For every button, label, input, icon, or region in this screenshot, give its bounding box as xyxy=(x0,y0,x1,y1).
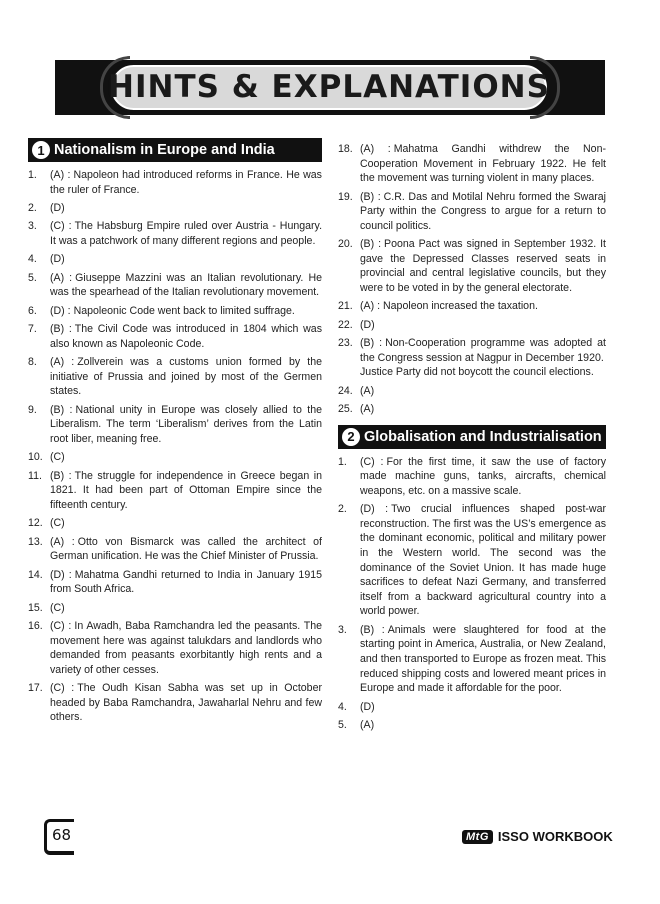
item-answer: (D) : xyxy=(360,503,389,516)
item-number: 5. xyxy=(338,718,347,731)
answer-item xyxy=(338,455,606,499)
item-body xyxy=(50,355,322,399)
item-number: 18. xyxy=(338,143,353,155)
item-explanation: Mahatma Gandhi withdrew the Non-Cooperation Movement in February 1922. He felt the movement was turning violent in many places. xyxy=(360,143,606,185)
item-number: 16. xyxy=(28,619,43,632)
item-number: 25. xyxy=(338,403,353,416)
item-body xyxy=(360,700,606,715)
item-number: 15. xyxy=(28,601,43,614)
item-body xyxy=(360,142,606,186)
section-title: Globalisation and Industrialisation xyxy=(364,428,602,445)
answer-item xyxy=(28,219,322,248)
item-number: 3. xyxy=(28,220,37,233)
item-answer: (C) : xyxy=(50,220,72,233)
item-explanation: Giuseppe Mazzini was an Italian revolutionary. He was the spearhead of the Italian revolutionary movement. xyxy=(50,271,322,299)
answer-item xyxy=(28,168,322,197)
item-body xyxy=(50,201,322,216)
item-body xyxy=(50,450,322,465)
item-body xyxy=(50,619,322,677)
item-body xyxy=(50,568,322,597)
answer-item xyxy=(28,469,322,513)
item-body xyxy=(50,322,322,351)
item-explanation: Napoleon increased the taxation. xyxy=(383,300,538,313)
item-explanation: Animals were slaughtered for food at the starting point in America, Australia, or New Zealand, and then transported to Europe as frozen meat. This reduced shipping costs and lowered meant prices in Europe and made it affordable for the poor. xyxy=(360,623,606,695)
item-explanation: National unity in Europe was closely allied to the Liberalism. The term ‘Liberalism’ derives from the Latin root liber, meaning free. xyxy=(50,403,322,445)
item-answer: (C) xyxy=(50,601,65,614)
item-number: 1. xyxy=(338,455,347,468)
item-body xyxy=(360,502,606,619)
item-number: 6. xyxy=(28,304,37,317)
item-body xyxy=(360,455,606,499)
right-column xyxy=(338,142,606,736)
item-answer: (A) xyxy=(360,384,375,397)
answer-item xyxy=(338,623,606,696)
item-body xyxy=(360,318,606,333)
answer-item xyxy=(28,271,322,300)
item-body xyxy=(50,252,322,267)
item-number: 7. xyxy=(28,323,37,336)
answer-item xyxy=(28,681,322,725)
answer-item xyxy=(338,299,606,314)
answer-item xyxy=(28,322,322,351)
item-explanation: C.R. Das and Motilal Nehru formed the Swaraj Party within the Congress to argue for a return to council politics. xyxy=(360,190,606,232)
left-column xyxy=(28,138,322,729)
answer-item xyxy=(28,450,322,465)
item-explanation: Poona Pact was signed in September 1932. It gave the Depressed Classes reserved seats in provincial and central legislative councils, but they were to be voted in by the general electorate. xyxy=(360,238,606,294)
answer-item xyxy=(28,201,322,216)
item-number: 3. xyxy=(338,623,347,636)
item-answer: (C) : xyxy=(50,619,72,632)
item-number: 19. xyxy=(338,190,353,203)
item-number: 20. xyxy=(338,238,353,251)
item-explanation: The struggle for independence in Greece began in 1821. It had been part of Ottoman Empire since the fifteenth century. xyxy=(50,469,323,511)
answer-item xyxy=(338,502,606,619)
item-answer: (C) : xyxy=(360,455,384,468)
item-answer: (D) : xyxy=(50,304,71,317)
item-answer: (C) xyxy=(50,451,65,464)
answer-list xyxy=(338,142,606,417)
brand-logo: MtG xyxy=(462,830,493,844)
answer-item xyxy=(28,619,322,677)
item-explanation: Otto von Bismarck was called the architect of German unification. He was the Chief Minister of Prussia. xyxy=(50,535,323,563)
section-number-badge: 1 xyxy=(32,141,50,159)
item-body xyxy=(50,168,322,197)
item-body xyxy=(50,601,322,616)
section-heading-2 xyxy=(338,425,606,449)
answer-item xyxy=(28,601,322,616)
item-explanation: Non-Cooperation programme was adopted at the Congress session at Nagpur in December 1920. xyxy=(360,337,606,364)
item-answer: (B) : xyxy=(360,623,385,636)
item-body xyxy=(360,237,606,295)
answer-item xyxy=(338,700,606,715)
item-answer: (A) : xyxy=(50,271,73,284)
item-number: 12. xyxy=(28,517,43,530)
item-answer: (A) : xyxy=(50,169,71,181)
item-answer: (B) : xyxy=(360,190,381,203)
item-body xyxy=(50,469,322,513)
item-number: 2. xyxy=(28,201,37,214)
answer-item xyxy=(28,304,322,319)
item-answer: (D) xyxy=(50,201,65,214)
item-explanation: Two crucial influences shaped post-war reconstruction. The first was the US’s emergence as the dominant economic, political and military power in the Western world. The second was the dominance of the Soviet Union. It has made huge sacrifices to defeat Nazi Germany, and transferred itself from a backward agricultural country into a world power. xyxy=(360,503,606,618)
section-title: Nationalism in Europe and India xyxy=(54,142,275,158)
item-answer: (C) xyxy=(50,517,65,530)
answer-item xyxy=(338,190,606,234)
item-answer: (B) : xyxy=(50,403,73,416)
answer-item xyxy=(338,142,606,186)
answer-item xyxy=(338,384,606,399)
item-explanation: The Civil Code was introduced in 1804 which was also known as Napoleonic Code. xyxy=(50,323,322,350)
answer-item xyxy=(28,535,322,564)
item-body xyxy=(360,336,606,380)
item-body xyxy=(360,190,606,234)
item-body xyxy=(50,304,322,319)
section-number-badge: 2 xyxy=(342,428,360,446)
answer-item xyxy=(338,402,606,417)
brand-text: ISSO WORKBOOK xyxy=(497,829,613,844)
item-answer: (B) : xyxy=(360,337,383,350)
item-number: 11. xyxy=(28,469,42,482)
item-answer: (D) : xyxy=(50,568,72,581)
item-answer: (B) : xyxy=(50,469,72,482)
item-answer: (B) : xyxy=(50,323,72,336)
answer-list xyxy=(338,455,606,733)
item-explanation: The Oudh Kisan Sabha was set up in October headed by Baba Ramchandra, Jawaharlal Nehru and few others. xyxy=(50,682,322,724)
item-extra-note: Justice Party did not boycott the council elections. xyxy=(360,366,594,379)
answer-item xyxy=(338,336,606,380)
item-number: 8. xyxy=(28,356,37,369)
item-number: 4. xyxy=(28,253,37,266)
item-number: 1. xyxy=(28,169,37,181)
item-body xyxy=(50,271,322,300)
item-answer: (B) : xyxy=(360,238,382,251)
item-body xyxy=(360,623,606,696)
answer-item xyxy=(28,516,322,531)
item-answer: (A) xyxy=(360,403,375,416)
answer-item xyxy=(338,718,606,733)
item-answer: (A) : xyxy=(360,143,391,155)
item-explanation: Napoleon had introduced reforms in France. He was the ruler of France. xyxy=(50,169,322,196)
item-explanation: The Habsburg Empire ruled over Austria - Hungary. It was a patchwork of many different regions and people. xyxy=(50,220,323,247)
item-body xyxy=(360,718,606,733)
item-explanation: Mahatma Gandhi returned to India in January 1915 from South Africa. xyxy=(50,568,322,596)
item-answer: (D) xyxy=(360,700,375,713)
page-title: HINTS & EXPLANATIONS xyxy=(108,69,550,105)
item-number: 5. xyxy=(28,271,37,284)
item-number: 9. xyxy=(28,403,37,416)
answer-item xyxy=(28,403,322,447)
page-number: 68 xyxy=(52,826,72,844)
answer-item xyxy=(28,355,322,399)
answer-item xyxy=(338,237,606,295)
item-number: 13. xyxy=(28,535,43,548)
item-explanation: Zollverein was a customs union formed by the initiative of Prussia and joined by most of the Germen states. xyxy=(50,356,322,398)
item-body xyxy=(50,403,322,447)
section-heading-1 xyxy=(28,138,322,162)
answer-item xyxy=(338,318,606,333)
item-answer: (A) xyxy=(360,718,375,731)
item-explanation: In Awadh, Baba Ramchandra led the peasants. The movement here was against talukdars and landlords who demanded from peasants exorbitantly high rents and a variety of other cesses. xyxy=(50,619,323,676)
item-number: 14. xyxy=(28,568,43,581)
item-body xyxy=(360,402,606,417)
item-number: 10. xyxy=(28,451,43,464)
item-body xyxy=(50,681,322,725)
item-body xyxy=(50,516,322,531)
item-number: 4. xyxy=(338,700,347,713)
item-number: 24. xyxy=(338,384,353,397)
item-number: 2. xyxy=(338,503,347,516)
answer-item xyxy=(28,568,322,597)
item-number: 22. xyxy=(338,318,353,331)
footer-brand xyxy=(462,829,613,844)
item-number: 21. xyxy=(338,300,353,313)
item-body xyxy=(50,535,322,564)
item-number: 17. xyxy=(28,682,43,695)
item-explanation: Napoleonic Code went back to limited suffrage. xyxy=(73,304,295,317)
item-answer: (D) xyxy=(50,253,65,266)
item-answer: (A) : xyxy=(50,356,75,369)
item-body xyxy=(50,219,322,248)
item-explanation: For the first time, it saw the use of factory made machine guns, tanks, aircrafts, chemical weapons, etc. on a massive scale. xyxy=(360,455,606,497)
item-number: 23. xyxy=(338,337,353,350)
item-answer: (A) : xyxy=(50,535,75,548)
item-body xyxy=(360,299,606,314)
item-body xyxy=(360,384,606,399)
item-answer: (C) : xyxy=(50,682,75,695)
item-answer: (A) : xyxy=(360,300,381,313)
answer-item xyxy=(28,252,322,267)
item-answer: (D) xyxy=(360,318,375,331)
answer-list xyxy=(28,168,322,725)
